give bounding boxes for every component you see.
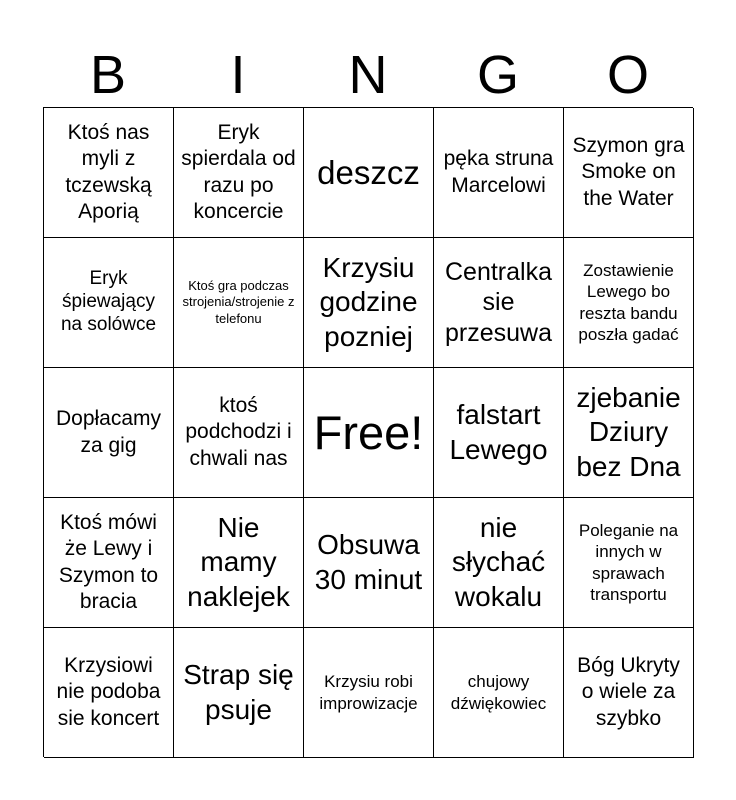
bingo-cell-r1-c4[interactable]: pęka struna Marcelowi (434, 108, 564, 238)
bingo-cell-free[interactable]: Free! (304, 368, 434, 498)
bingo-card-grid (43, 107, 693, 757)
bingo-cell-r5-c3[interactable]: Krzysiu robi improwizacje (304, 628, 434, 758)
header-letter-o: O (606, 45, 649, 105)
bingo-cell-r5-c1[interactable]: Krzysiowi nie podoba sie koncert (44, 628, 174, 758)
bingo-header (43, 42, 693, 108)
bingo-cell-r2-c3[interactable]: Krzysiu godzine pozniej (304, 238, 434, 368)
bingo-cell-r1-c2[interactable]: Eryk spierdala od razu po koncercie (174, 108, 304, 238)
bingo-cell-r4-c1[interactable]: Ktoś mówi że Lewy i Szymon to bracia (44, 498, 174, 628)
bingo-cell-r3-c1[interactable]: Dopłacamy za gig (44, 368, 174, 498)
bingo-cell-r5-c5[interactable]: Bóg Ukryty o wiele za szybko (564, 628, 694, 758)
bingo-cell-r3-c4[interactable]: falstart Lewego (434, 368, 564, 498)
bingo-cell-r5-c4[interactable]: chujowy dźwiękowiec (434, 628, 564, 758)
bingo-cell-r4-c4[interactable]: nie słychać wokalu (434, 498, 564, 628)
bingo-cell-r4-c3[interactable]: Obsuwa 30 minut (304, 498, 434, 628)
bingo-cell-r2-c2[interactable]: Ktoś gra podczas strojenia/strojenie z telefonu (174, 238, 304, 368)
bingo-cell-r2-c5[interactable]: Zostawienie Lewego bo reszta bandu poszła gadać (564, 238, 694, 368)
bingo-cell-r3-c2[interactable]: ktoś podchodzi i chwali nas (174, 368, 304, 498)
header-letter-n: N (348, 45, 388, 105)
bingo-cell-r2-c4[interactable]: Centralka sie przesuwa (434, 238, 564, 368)
header-letter-b: B (89, 45, 127, 105)
bingo-cell-r4-c2[interactable]: Nie mamy naklejek (174, 498, 304, 628)
header-letter-g: G (476, 45, 519, 105)
header-letter-i: I (230, 45, 246, 105)
bingo-cell-r1-c1[interactable]: Ktoś nas myli z tczewską Aporią (44, 108, 174, 238)
bingo-cell-r1-c5[interactable]: Szymon gra Smoke on the Water (564, 108, 694, 238)
bingo-cell-r3-c5[interactable]: zjebanie Dziury bez Dna (564, 368, 694, 498)
bingo-cell-r4-c5[interactable]: Poleganie na innych w sprawach transportu (564, 498, 694, 628)
bingo-cell-r2-c1[interactable]: Eryk śpiewający na solówce (44, 238, 174, 368)
bingo-cell-r1-c3[interactable]: deszcz (304, 108, 434, 238)
bingo-cell-r5-c2[interactable]: Strap się psuje (174, 628, 304, 758)
